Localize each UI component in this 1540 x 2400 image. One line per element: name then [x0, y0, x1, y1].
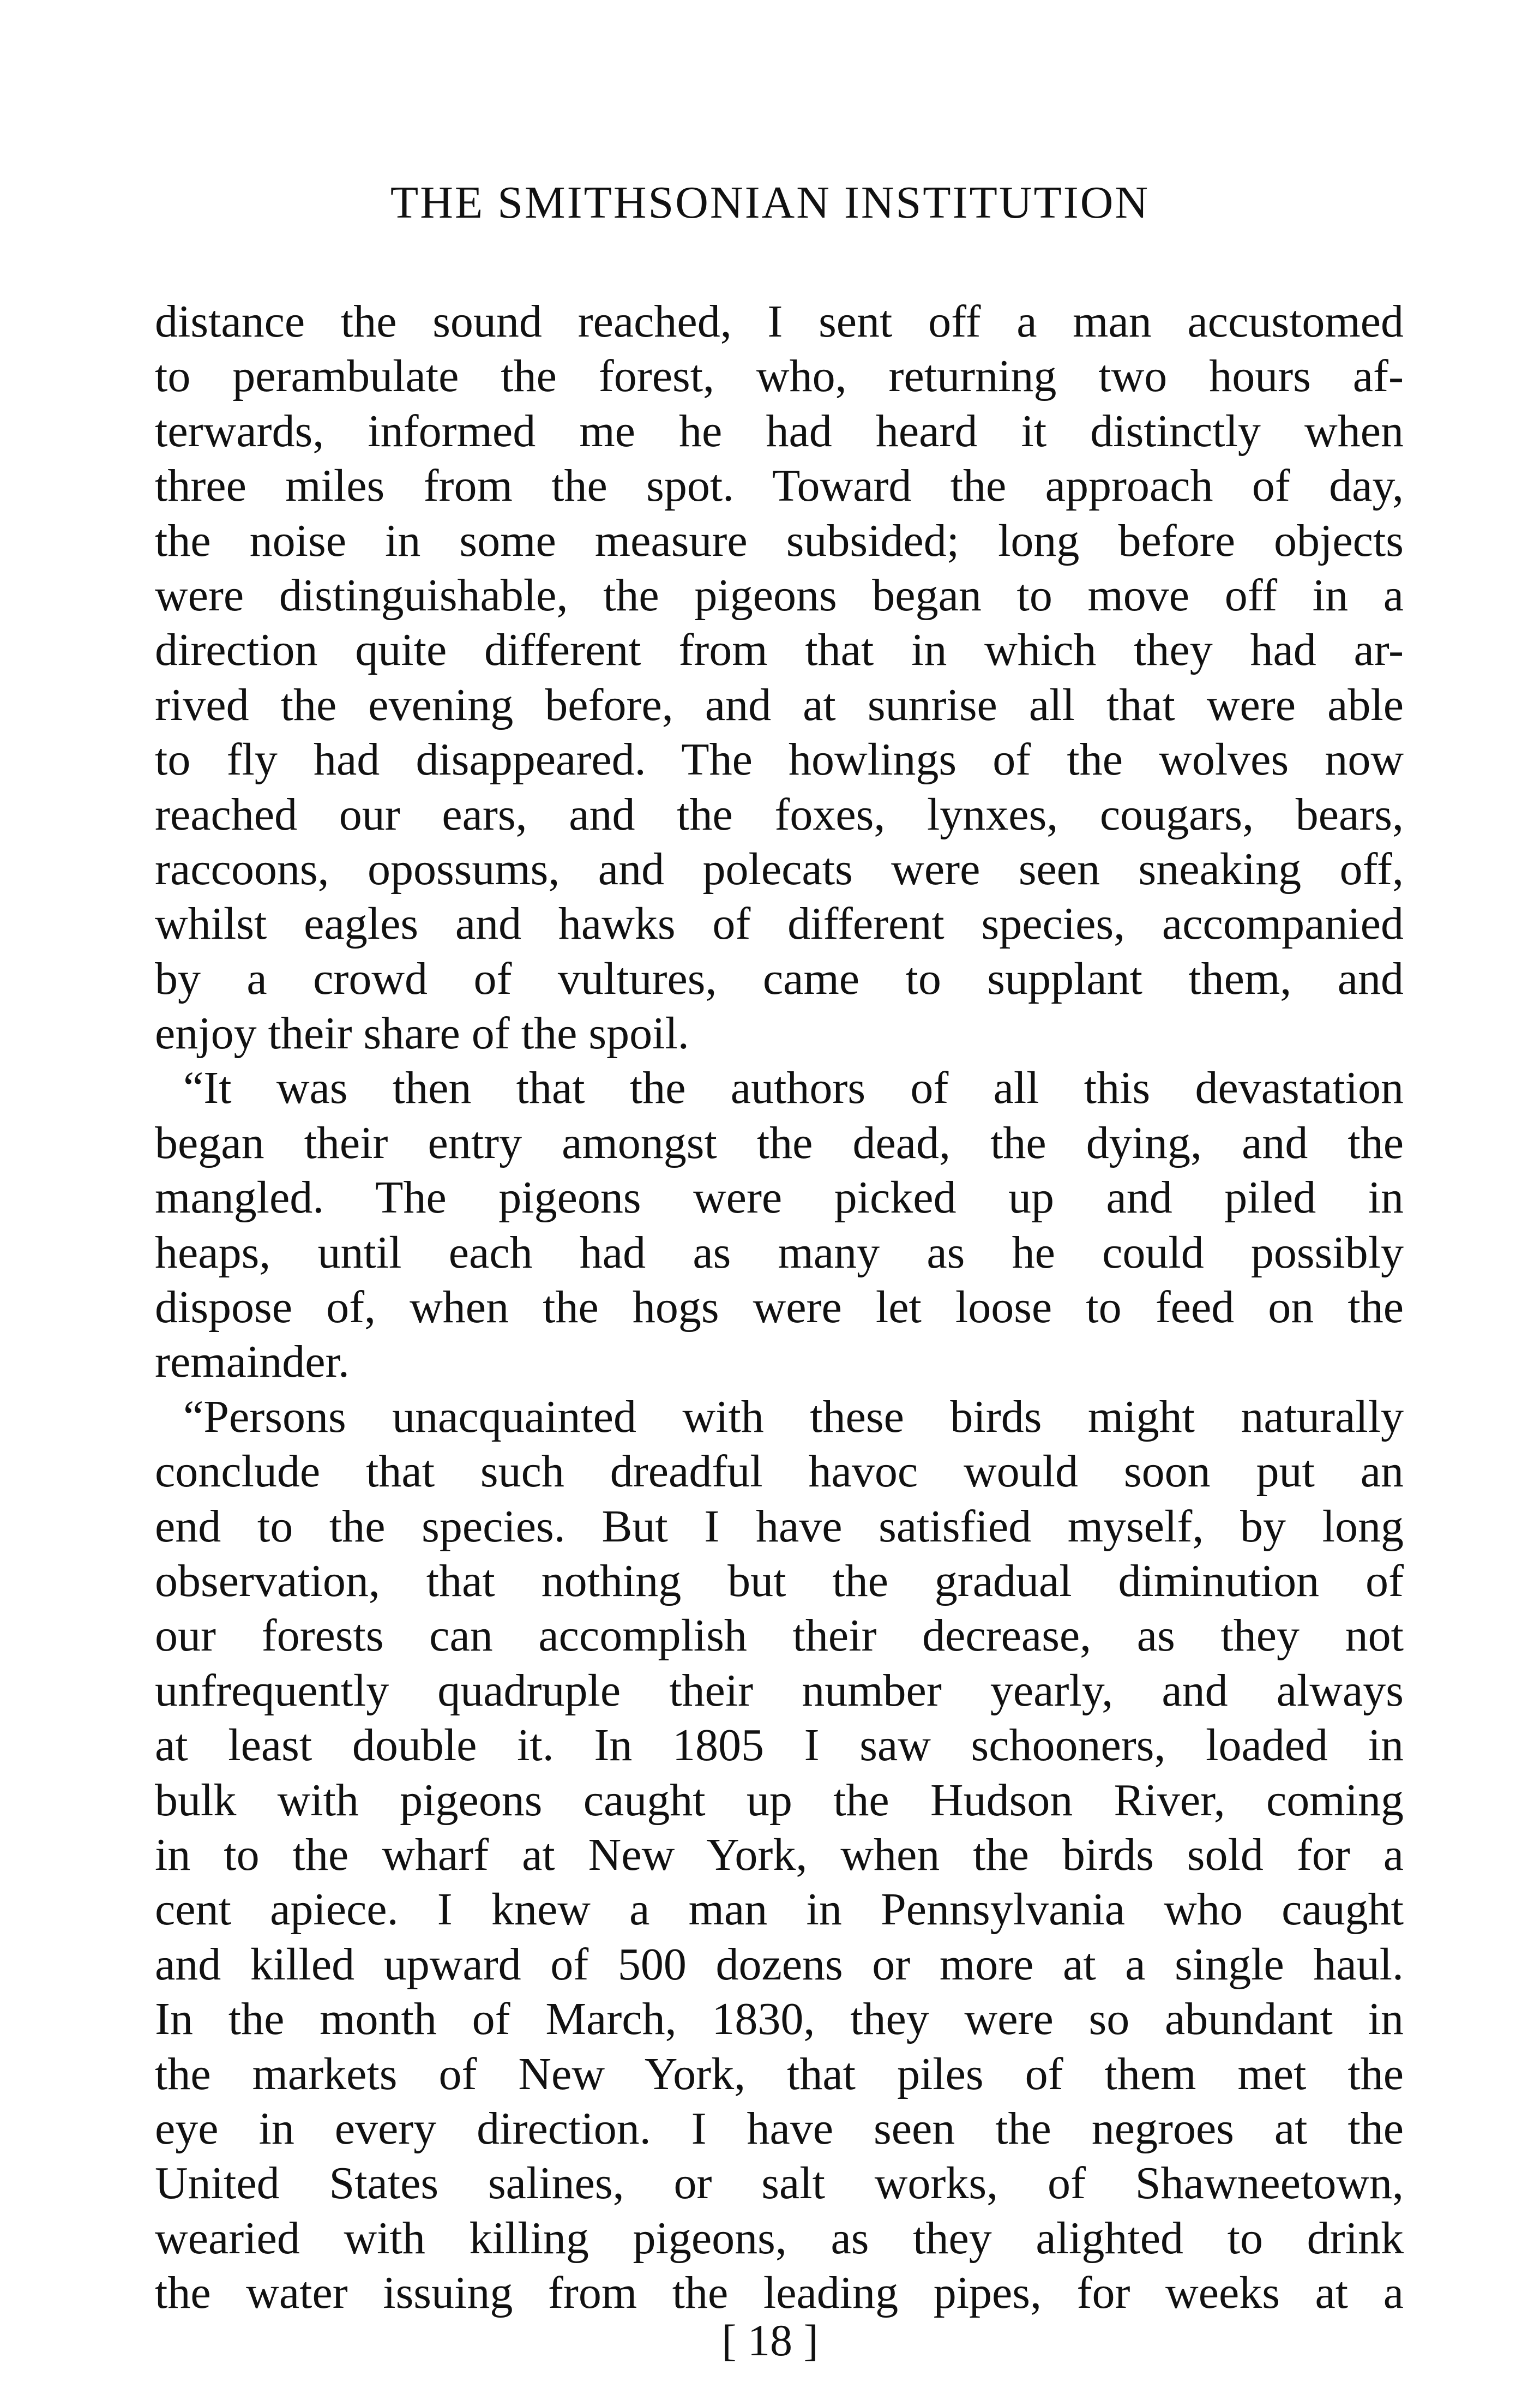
text-line: began their entry amongst the dead, the dying, and the: [155, 1117, 1404, 1168]
text-line: to perambulate the forest, who, returning two hours af-: [155, 351, 1404, 402]
text-line: wearied with killing pigeons, as they alighted to drink: [155, 2212, 1404, 2264]
body-text: [155, 295, 1404, 2320]
text-line: whilst eagles and hawks of different species, accompanied: [155, 898, 1404, 950]
text-line: unfrequently quadruple their number yearly, and always: [155, 1665, 1404, 1716]
text-line: the markets of New York, that piles of them met the: [155, 2048, 1404, 2099]
text-line: end to the species. But I have satisfied myself, by long: [155, 1501, 1404, 1552]
text-line: the noise in some measure subsided; long before objects: [155, 515, 1404, 566]
text-line: in to the wharf at New York, when the birds sold for a: [155, 1829, 1404, 1880]
text-line: eye in every direction. I have seen the negroes at the: [155, 2103, 1404, 2154]
page-number: [ 18 ]: [721, 2315, 819, 2365]
text-line: dispose of, when the hogs were let loose to feed on the: [155, 1282, 1404, 1333]
text-line: In the month of March, 1830, they were so abundant in: [155, 1994, 1404, 2045]
text-line: terwards, informed me he had heard it distinctly when: [155, 405, 1404, 457]
text-line: mangled. The pigeons were picked up and piled in: [155, 1172, 1404, 1223]
text-line: cent apiece. I knew a man in Pennsylvania who caught: [155, 1884, 1404, 1935]
text-line: the water issuing from the leading pipes, for weeks at a: [155, 2267, 1404, 2319]
text-line: heaps, until each had as many as he could possibly: [155, 1227, 1404, 1278]
text-line: distance the sound reached, I sent off a man accustomed: [155, 296, 1404, 347]
text-line: were distinguishable, the pigeons began to move off in a: [155, 569, 1404, 621]
text-line: by a crowd of vultures, came to supplant them, and: [155, 953, 1404, 1004]
text-line: United States salines, or salt works, of Shawneetown,: [155, 2158, 1404, 2209]
text-line: “It was then that the authors of all this devastation: [183, 1063, 1404, 1114]
text-line: three miles from the spot. Toward the approach of day,: [155, 460, 1404, 512]
text-line: reached our ears, and the foxes, lynxes, cougars, bears,: [155, 789, 1404, 840]
text-line: bulk with pigeons caught up the Hudson River, coming: [155, 1774, 1404, 1826]
text-line: enjoy their share of the spoil.: [155, 1008, 689, 1059]
text-line: at least double it. In 1805 I saw schooners, loaded in: [155, 1720, 1404, 1771]
running-head: THE SMITHSONIAN INSTITUTION: [390, 177, 1150, 228]
text-line: conclude that such dreadful havoc would soon put an: [155, 1446, 1404, 1497]
text-line: observation, that nothing but the gradual diminution of: [155, 1555, 1404, 1606]
text-line: “Persons unacquainted with these birds might naturally: [183, 1391, 1404, 1442]
text-line: to fly had disappeared. The howlings of the wolves now: [155, 734, 1404, 785]
text-line: and killed upward of 500 dozens or more at a single haul.: [155, 1939, 1404, 1990]
text-line: rived the evening before, and at sunrise all that were able: [155, 679, 1404, 730]
text-line: remainder.: [155, 1336, 350, 1388]
text-line: direction quite different from that in which they had ar-: [155, 625, 1404, 676]
text-line: raccoons, opossums, and polecats were seen sneaking off,: [155, 843, 1404, 895]
text-line: our forests can accomplish their decrease, as they not: [155, 1610, 1404, 1661]
